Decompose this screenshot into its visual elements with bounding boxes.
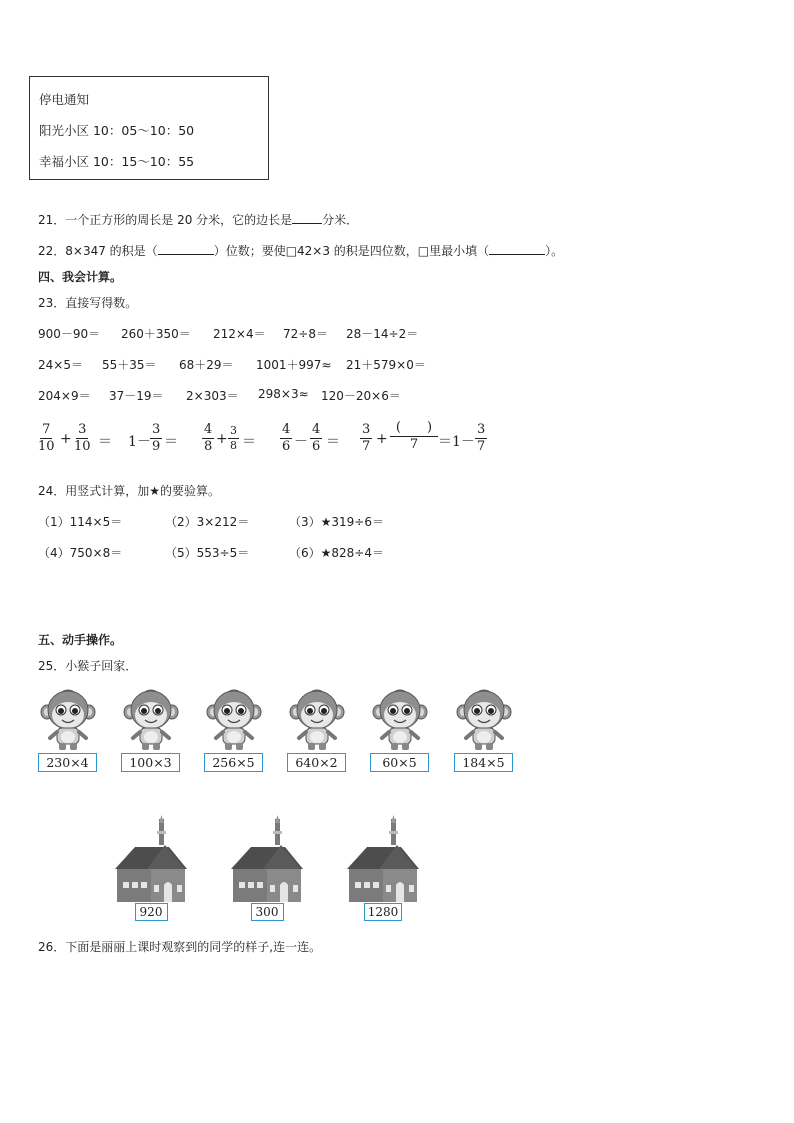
monkey-figure[interactable] — [206, 688, 262, 752]
fraction: $\frac{4}{8}$ — [204, 422, 213, 454]
monkey-expression-label[interactable]: 60×5 — [370, 753, 429, 772]
notice-line-2: 幸福小区 10：15～10：55 — [39, 154, 195, 169]
operator: + — [60, 431, 72, 447]
fraction: $\frac{3}{7}$ — [362, 422, 371, 454]
fraction: $\frac{4}{6}$ — [282, 422, 291, 454]
power-outage-notice — [29, 76, 269, 180]
q21-answer-blank[interactable] — [292, 211, 322, 224]
monkey-icon — [40, 688, 96, 752]
house-number-label[interactable]: 1280 — [364, 903, 402, 921]
vertical-calc-item: （6）★828÷4＝ — [289, 546, 384, 560]
calc-item: 21＋579×0＝ — [346, 358, 426, 372]
house-figure[interactable] — [231, 815, 303, 902]
house-figure[interactable] — [115, 815, 187, 902]
calc-item: 900－90＝ — [38, 327, 101, 341]
equals: ＝ — [98, 434, 112, 450]
equals: ＝ — [164, 434, 178, 450]
calc-item: 260＋350＝ — [121, 327, 191, 341]
question-21 — [38, 211, 358, 228]
monkey-icon — [206, 688, 262, 752]
equals: ＝1－ — [438, 434, 475, 450]
fraction: $\frac{3}{9}$ — [152, 422, 161, 454]
q22-blank-2[interactable] — [489, 242, 545, 255]
question-23-title: 23．直接写得数。 — [38, 296, 138, 310]
monkey-expression-label[interactable]: 100×3 — [121, 753, 180, 772]
calc-item: 37－19＝ — [109, 389, 164, 403]
house-icon — [231, 815, 303, 902]
calc-item: 2×303＝ — [186, 389, 239, 403]
monkey-icon — [123, 688, 179, 752]
monkey-icon — [372, 688, 428, 752]
operator: － — [294, 434, 308, 450]
house-icon — [347, 815, 419, 902]
fraction: $\frac{7}{10}$ — [38, 422, 55, 454]
question-25-title: 25．小猴子回家． — [38, 659, 138, 673]
calc-item: 72÷8＝ — [283, 327, 328, 341]
notice-line-1: 阳光小区 10：05～10：50 — [39, 123, 195, 138]
vertical-calc-item: （1）114×5＝ — [38, 515, 123, 529]
house-icon — [115, 815, 187, 902]
monkey-figure[interactable] — [289, 688, 345, 752]
vertical-calc-item: （3）★319÷6＝ — [289, 515, 384, 529]
question-24-title: 24．用竖式计算，加★的要验算。 — [38, 484, 221, 498]
section-5-heading: 五、动手操作。 — [38, 633, 123, 647]
fraction: $\frac{4}{6}$ — [312, 422, 321, 454]
operator: + — [216, 431, 228, 447]
calc-item: 1001＋997≈ — [256, 358, 332, 372]
fraction: $\frac{3}{8}$ — [230, 424, 237, 452]
house-figure[interactable] — [347, 815, 419, 902]
monkey-expression-label[interactable]: 184×5 — [454, 753, 513, 772]
section-4-heading: 四、我会计算。 — [38, 270, 123, 284]
monkey-expression-label[interactable]: 230×4 — [38, 753, 97, 772]
calc-item: 298×3≈ — [258, 387, 309, 401]
calc-item: 55＋35＝ — [102, 358, 157, 372]
vertical-calc-item: （5）553÷5＝ — [165, 546, 250, 560]
q22-text-2: ）位数；要使□42×3 的积是四位数，□里最小填（ — [213, 244, 490, 258]
vertical-calc-item: （4）750×8＝ — [38, 546, 123, 560]
question-22 — [38, 242, 563, 259]
fraction: $\frac{3}{10}$ — [74, 422, 91, 454]
calc-item: 212×4＝ — [213, 327, 266, 341]
equals: ＝ — [242, 434, 256, 450]
monkey-expression-label[interactable]: 640×2 — [287, 753, 346, 772]
q22-text-1: 22．8×347 的积是（ — [38, 244, 158, 258]
q22-text-3: ）。 — [545, 244, 564, 258]
monkey-icon — [289, 688, 345, 752]
q21-text: 21．一个正方形的周长是 20 分米，它的边长是 — [38, 213, 293, 227]
monkey-figure[interactable] — [123, 688, 179, 752]
fraction: $\frac{3}{7}$ — [477, 422, 486, 454]
q22-blank-1[interactable] — [158, 242, 214, 255]
house-number-label[interactable]: 920 — [135, 903, 168, 921]
calc-item: 28－14÷2＝ — [346, 327, 419, 341]
operator: 1－ — [128, 434, 151, 450]
question-26: 26．下面是丽丽上课时观察到的同学的样子,连一连。 — [38, 940, 322, 954]
notice-title: 停电通知 — [39, 92, 90, 107]
q21-unit: 分米． — [322, 213, 359, 227]
calc-item: 68＋29＝ — [179, 358, 234, 372]
monkey-expression-label[interactable]: 256×5 — [204, 753, 263, 772]
calc-item: 120－20×6＝ — [321, 389, 401, 403]
monkey-icon — [456, 688, 512, 752]
house-number-label[interactable]: 300 — [251, 903, 284, 921]
operator: + — [376, 431, 388, 447]
calc-item: 24×5＝ — [38, 358, 83, 372]
equals: ＝ — [326, 434, 340, 450]
calc-item: 204×9＝ — [38, 389, 91, 403]
vertical-calc-item: （2）3×212＝ — [165, 515, 250, 529]
monkey-figure[interactable] — [372, 688, 428, 752]
fraction-with-blank[interactable]: ( ) 7 — [390, 420, 438, 453]
monkey-figure[interactable] — [456, 688, 512, 752]
monkey-figure[interactable] — [40, 688, 96, 752]
